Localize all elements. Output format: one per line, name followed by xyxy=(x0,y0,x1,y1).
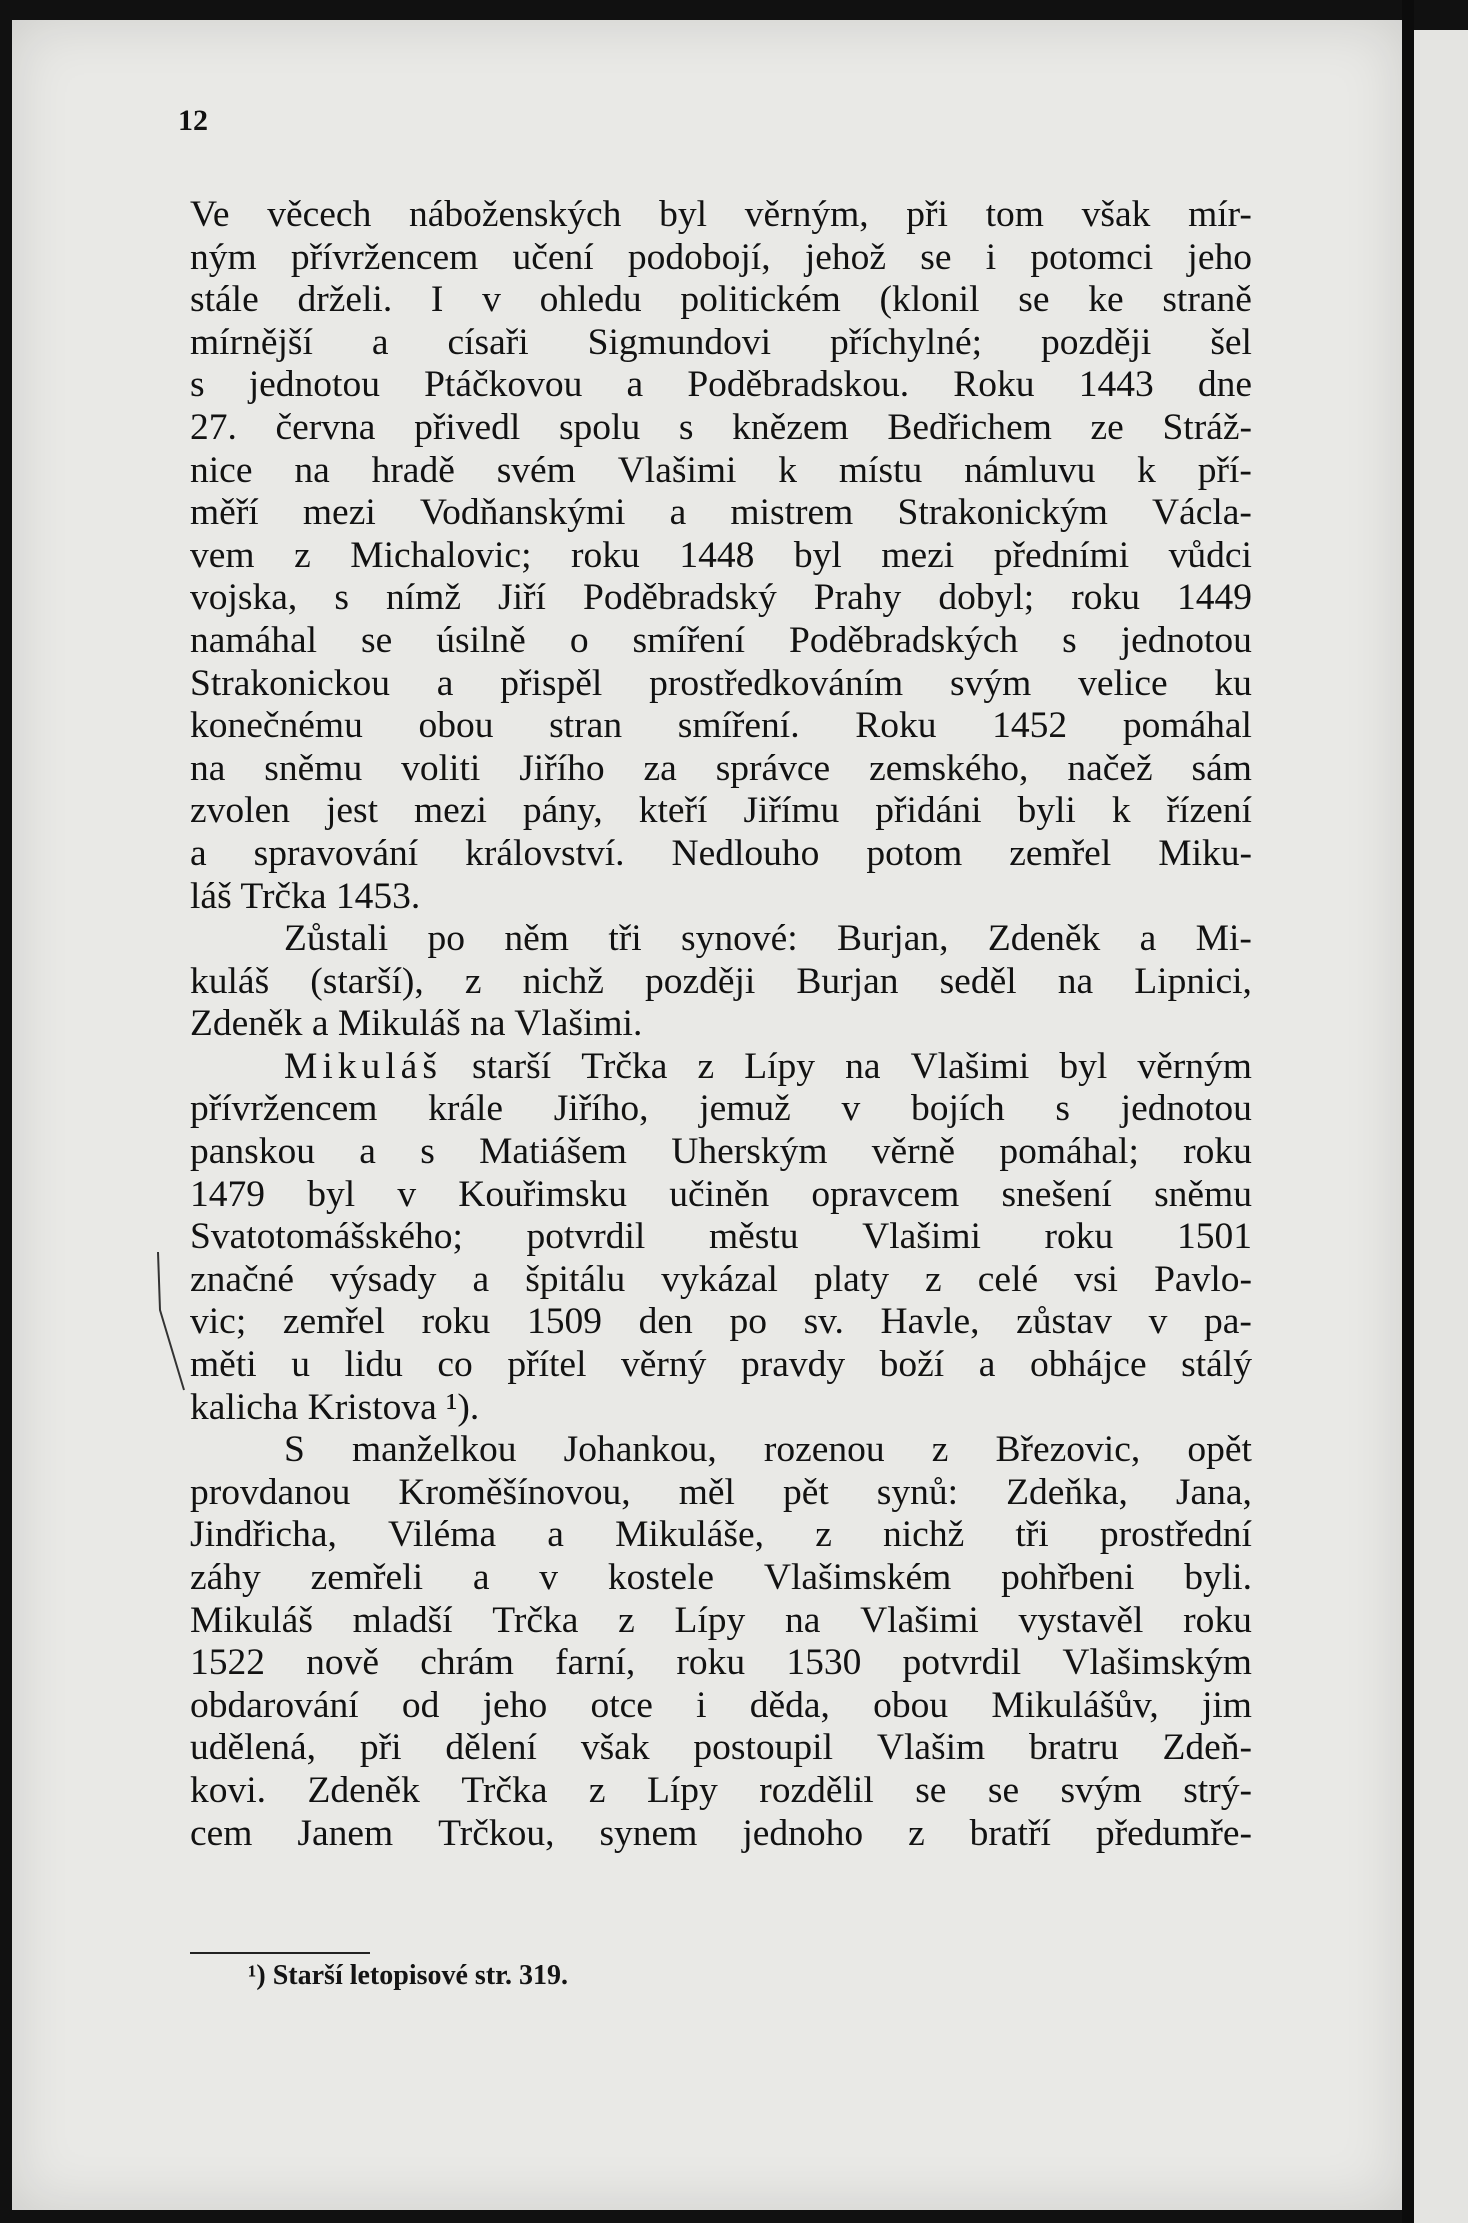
text-line: láš Trčka 1453. xyxy=(190,875,421,917)
text-line: vem z Michalovic; roku 1448 byl mezi předními vůdci xyxy=(190,534,1252,576)
text-line: S manželkou Johankou, rozenou z Březovic, opět xyxy=(284,1429,1252,1471)
text-line: vic; zemřel roku 1509 den po sv. Havle, zůstav v pa- xyxy=(190,1301,1252,1343)
footnote-rule xyxy=(190,1952,370,1954)
text-line: záhy zemřeli a v kostele Vlašimském pohřbeni byli. xyxy=(190,1557,1252,1598)
text-line: zvolen jest mezi pány, kteří Jiřímu přidáni byli k řízení xyxy=(190,790,1252,832)
text-line: Mikuláš starší Trčka z Lípy na Vlašimi byl věrným xyxy=(284,1045,1252,1087)
text-line: kovi. Zdeněk Trčka z Lípy rozdělil se se svým strý- xyxy=(190,1769,1252,1811)
text-line: měti u lidu co přítel věrný pravdy boží a obhájce stálý xyxy=(190,1344,1252,1386)
text-line: Jindřicha, Viléma a Mikuláše, z nichž tři prostřední xyxy=(190,1514,1252,1556)
footnote: ¹) Starší letopisové str. 319. xyxy=(248,1960,569,1991)
text-line: měří mezi Vodňanskými a mistrem Strakonickým Václa- xyxy=(190,492,1252,534)
text-line: mírnější a císaři Sigmundovi příchylné; později šel xyxy=(190,321,1252,363)
text-line: panskou a s Matiášem Uherským věrně pomáhal; roku xyxy=(190,1131,1252,1173)
text-line: 27. června přivedl spolu s knězem Bedřichem ze Stráž- xyxy=(190,406,1252,448)
text-line: značné výsady a špitálu vykázal platy z celé vsi Pavlo- xyxy=(190,1258,1252,1300)
text-line: nice na hradě svém Vlašimi k místu námluvu k pří- xyxy=(190,449,1252,491)
text-line: Mikuláš mladší Trčka z Lípy na Vlašimi vystavěl roku xyxy=(190,1599,1252,1641)
text-line: namáhal se úsilně o smíření Poděbradských s jednotou xyxy=(190,619,1252,661)
text-line: Ve věcech náboženských byl věrným, při tom však mír- xyxy=(190,194,1252,235)
text-line: 1522 nově chrám farní, roku 1530 potvrdil Vlašimským xyxy=(190,1642,1252,1684)
page-number: 12 xyxy=(178,104,208,137)
next-page-edge xyxy=(1414,30,1468,2223)
text-line: s jednotou Ptáčkovou a Poděbradskou. Roku 1443 dne xyxy=(190,364,1252,406)
text-line: obdarování od jeho otce i děda, obou Mikulášův, jim xyxy=(190,1684,1252,1726)
text-line: vojska, s nímž Jiří Poděbradský Prahy dobyl; roku 1449 xyxy=(190,577,1252,619)
text-line: Svatotomášského; potvrdil městu Vlašimi roku 1501 xyxy=(190,1216,1252,1258)
text-line: Zdeněk a Mikuláš na Vlašimi. xyxy=(190,1003,643,1045)
text-line: Strakonickou a přispěl prostředkováním svým velice ku xyxy=(190,662,1252,704)
body-text xyxy=(190,194,1252,1855)
text-line: a spravování království. Nedlouho potom zemřel Miku- xyxy=(190,832,1252,874)
text-line: Zůstali po něm tři synové: Burjan, Zdeněk a Mi- xyxy=(284,918,1252,960)
text-line: kuláš (starší), z nichž později Burjan seděl na Lipnici, xyxy=(190,960,1252,1002)
text-line: udělená, při dělení však postoupil Vlašim bratru Zdeň- xyxy=(190,1727,1252,1769)
text-line: přívržencem krále Jiřího, jemuž v bojích s jednotou xyxy=(190,1088,1252,1130)
page-gutter xyxy=(1402,0,1414,2223)
text-line: provdanou Kroměšínovou, měl pět synů: Zdeňka, Jana, xyxy=(190,1471,1252,1513)
text-line: 1479 byl v Kouřimsku učiněn opravcem snešení sněmu xyxy=(190,1173,1252,1215)
pen-mark xyxy=(150,1250,190,1400)
text-line: stále drželi. I v ohledu politickém (klonil se ke straně xyxy=(190,279,1252,321)
text-line: ným přívržencem učení podobojí, jehož se i potomci jeho xyxy=(190,236,1252,278)
text-line: na sněmu voliti Jiřího za správce zemského, načež sám xyxy=(190,747,1252,789)
text-line: konečnému obou stran smíření. Roku 1452 pomáhal xyxy=(190,705,1252,747)
text-line: kalicha Kristova ¹). xyxy=(190,1386,480,1428)
text-line: cem Janem Trčkou, synem jednoho z bratří předumře- xyxy=(190,1812,1252,1854)
